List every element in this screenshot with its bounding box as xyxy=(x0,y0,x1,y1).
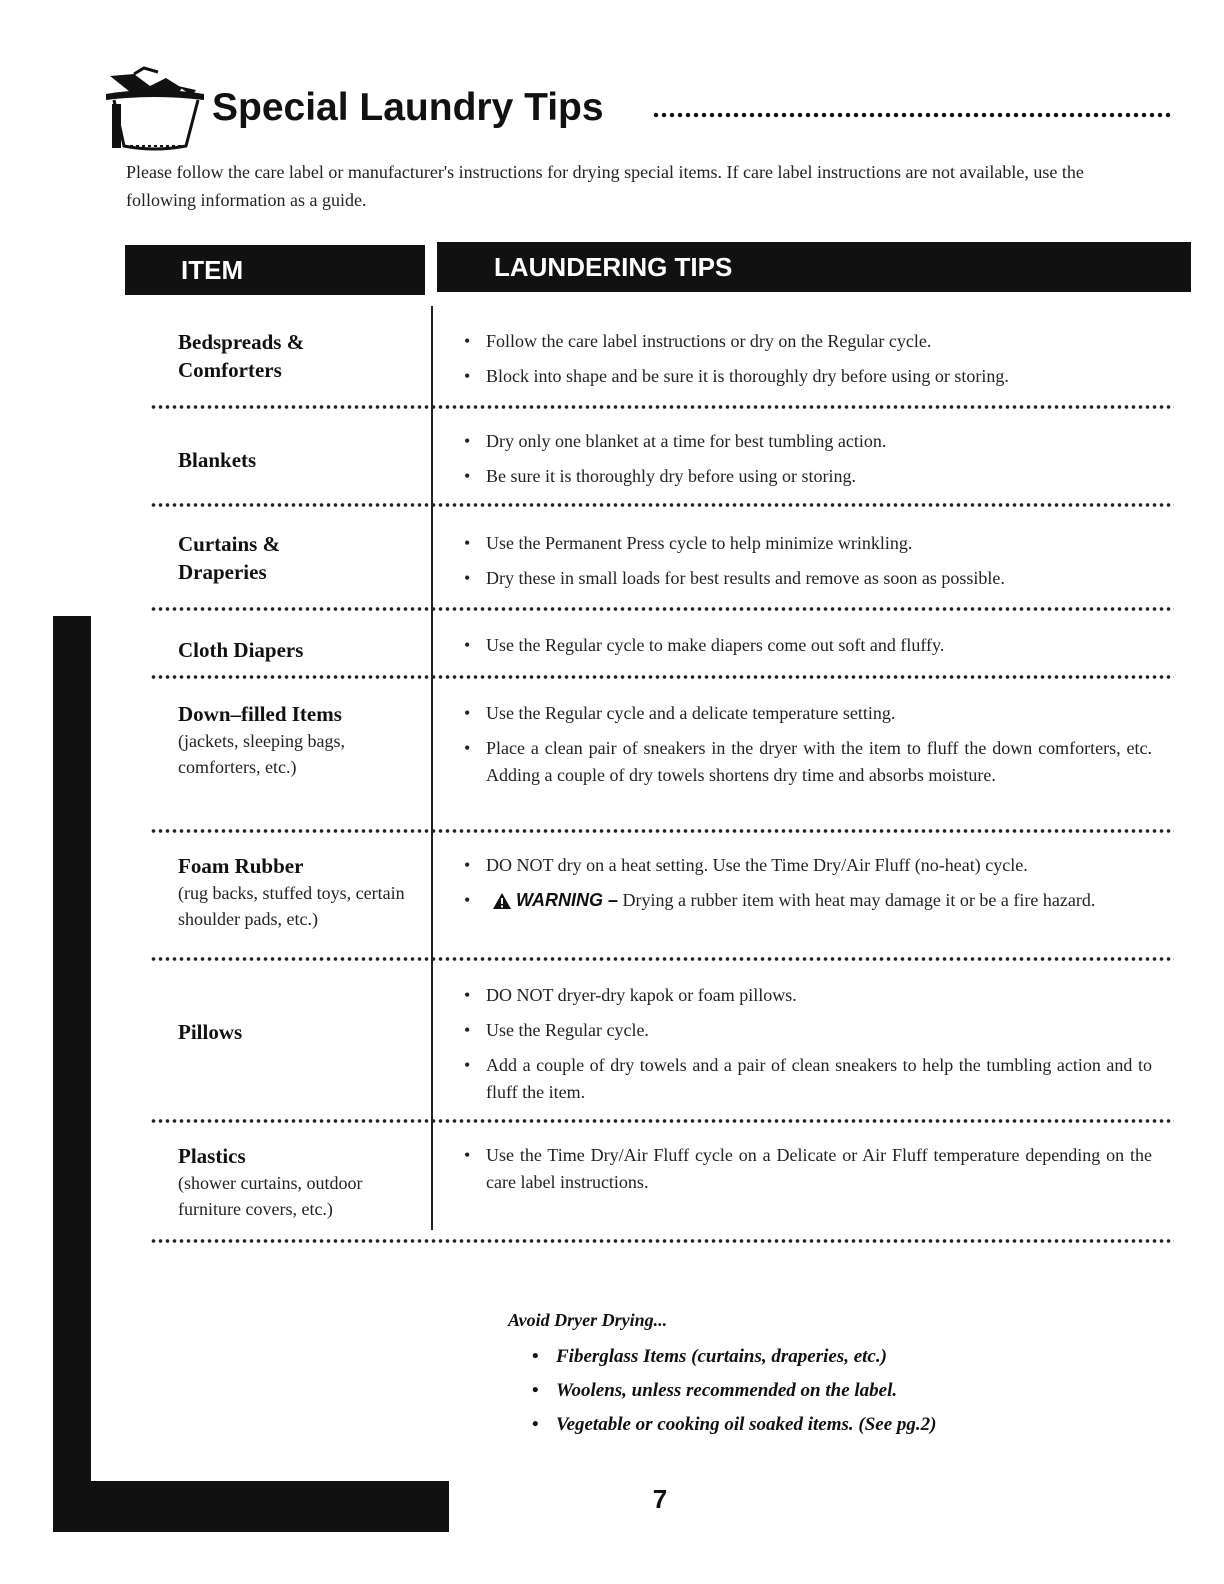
item-name: Curtains & Draperies xyxy=(178,532,281,584)
row-separator xyxy=(150,1118,1174,1124)
tips-list xyxy=(456,328,1152,398)
tips-list xyxy=(456,530,1152,600)
item-name: Down–filled Items xyxy=(178,702,342,726)
item-name: Blankets xyxy=(178,448,257,472)
tip: • Use the Regular cycle to make diapers come out soft and fluffy. xyxy=(456,632,1152,659)
item-name: Plastics xyxy=(178,1144,246,1168)
tip: • Add a couple of dry towels and a pair of clean sneakers to help the tumbling action and to fluff the item. xyxy=(456,1052,1152,1106)
column-divider xyxy=(431,306,433,1230)
tip: • DO NOT dry on a heat setting. Use the Time Dry/Air Fluff (no-heat) cycle. xyxy=(456,852,1152,879)
avoid-dryer-section xyxy=(508,1306,1108,1442)
avoid-list xyxy=(508,1340,1108,1442)
tip: • Block into shape and be sure it is thoroughly dry before using or storing. xyxy=(456,363,1152,390)
item-cell xyxy=(178,1142,418,1222)
page-side-bar xyxy=(53,616,91,1532)
column-header-item: ITEM xyxy=(125,245,425,295)
page-footer-bar xyxy=(53,1481,449,1532)
item-name: Bedspreads & Comforters xyxy=(178,330,305,382)
warning-label: WARNING – xyxy=(516,890,619,910)
item-cell xyxy=(178,700,398,780)
laundry-basket-icon xyxy=(104,64,208,154)
tips-list xyxy=(456,700,1152,797)
item-name: Pillows xyxy=(178,1020,243,1044)
avoid-item: • Woolens, unless recommended on the label. xyxy=(508,1374,1108,1408)
tips-list xyxy=(456,428,1152,498)
tips-list xyxy=(456,632,1152,667)
row-separator xyxy=(150,956,1174,962)
item-name: Foam Rubber xyxy=(178,854,304,878)
item-description: (jackets, sleeping bags, comforters, etc.) xyxy=(178,731,345,777)
tip: • Use the Time Dry/Air Fluff cycle on a Delicate or Air Fluff temperature depending on the care label instructions. xyxy=(456,1142,1152,1196)
tip: • Dry only one blanket at a time for best tumbling action. xyxy=(456,428,1152,455)
page-header xyxy=(104,64,1174,154)
item-cell xyxy=(178,446,438,474)
tip: • Place a clean pair of sneakers in the dryer with the item to fluff the down comforters, etc. Adding a couple of dry towels shortens dry time and absorbs moisture. xyxy=(456,735,1152,789)
item-cell xyxy=(178,328,438,384)
tip: • Be sure it is thoroughly dry before using or storing. xyxy=(456,463,1152,490)
tip: • Use the Regular cycle. xyxy=(456,1017,1152,1044)
tips-list xyxy=(456,852,1152,922)
item-description: (rug backs, stuffed toys, certain shoulder pads, etc.) xyxy=(178,883,405,929)
row-separator xyxy=(150,404,1174,410)
tip: • Follow the care label instructions or dry on the Regular cycle. xyxy=(456,328,1152,355)
tip: • DO NOT dryer-dry kapok or foam pillows. xyxy=(456,982,1152,1009)
item-cell xyxy=(178,530,438,586)
tip: • Use the Permanent Press cycle to help minimize wrinkling. xyxy=(456,530,1152,557)
tip: • Dry these in small loads for best results and remove as soon as possible. xyxy=(456,565,1152,592)
tip: • Use the Regular cycle and a delicate temperature setting. xyxy=(456,700,1152,727)
row-separator xyxy=(150,828,1174,834)
warning-triangle-icon xyxy=(492,892,512,910)
item-name: Cloth Diapers xyxy=(178,638,304,662)
warning-text: Drying a rubber item with heat may damage it or be a fire hazard. xyxy=(622,890,1096,910)
page-title: Special Laundry Tips xyxy=(212,86,604,129)
intro-text: Please follow the care label or manufacturer's instructions for drying special items. If care label instructions are not available, use the following information as a guide. xyxy=(126,162,1084,210)
row-separator xyxy=(150,1238,1174,1244)
item-cell xyxy=(178,636,438,664)
avoid-item: • Fiberglass Items (curtains, draperies, etc.) xyxy=(508,1340,1108,1374)
page-number: 7 xyxy=(652,1484,668,1514)
title-leader-dots xyxy=(652,112,1174,118)
tips-list xyxy=(456,982,1152,1114)
avoid-item: • Vegetable or cooking oil soaked items. (See pg.2) xyxy=(508,1408,1108,1442)
item-cell xyxy=(178,1018,438,1046)
row-separator xyxy=(150,606,1174,612)
avoid-title: Avoid Dryer Drying... xyxy=(508,1310,668,1330)
row-separator xyxy=(150,674,1174,680)
warning-tip xyxy=(456,887,1152,914)
row-separator xyxy=(150,502,1174,508)
tips-list xyxy=(456,1142,1152,1204)
item-cell xyxy=(178,852,428,932)
item-description: (shower curtains, outdoor furniture covers, etc.) xyxy=(178,1173,363,1219)
column-header-laundering-tips: LAUNDERING TIPS xyxy=(437,242,1191,292)
